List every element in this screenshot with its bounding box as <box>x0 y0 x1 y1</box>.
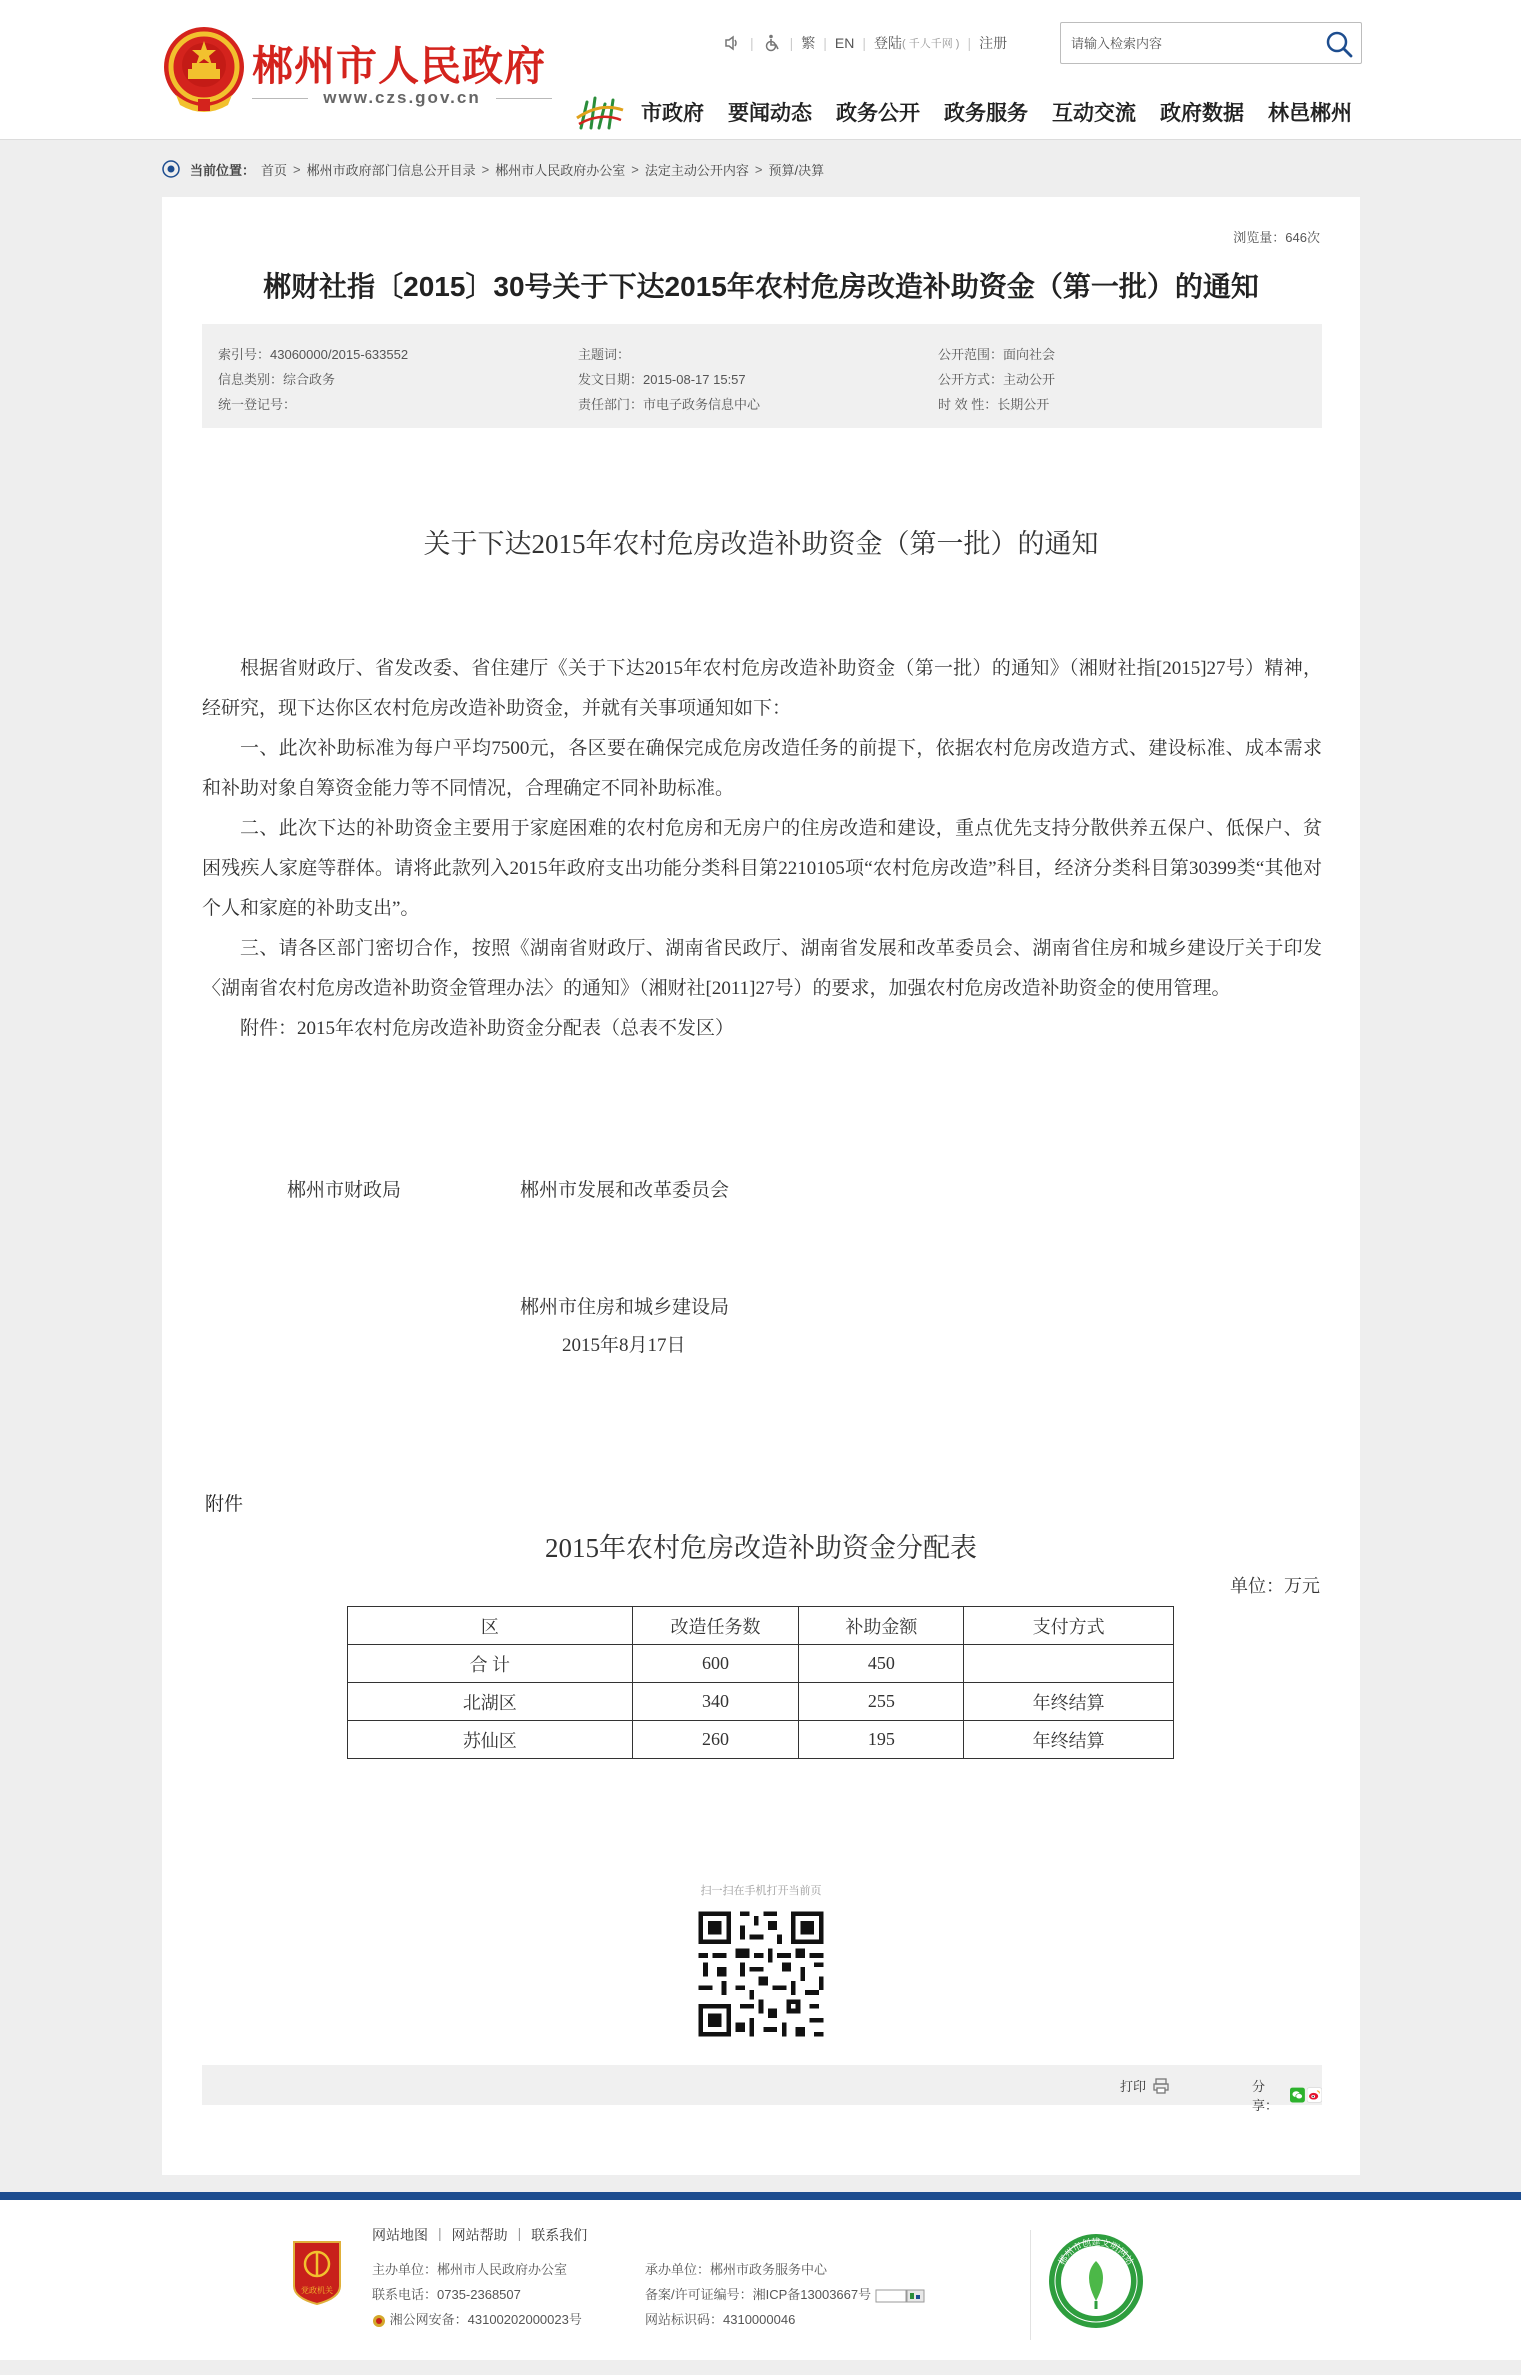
search-icon[interactable] <box>1325 30 1353 58</box>
table-title: 2015年农村危房改造补助资金分配表 <box>545 1533 977 1563</box>
register-link[interactable]: 注册 <box>979 35 1008 51</box>
allocation-table <box>347 1606 1174 1759</box>
print-label: 打印 <box>1120 2079 1147 2094</box>
nav-logo-icon <box>575 92 625 132</box>
metadata-panel <box>202 324 1322 428</box>
metadata-column-2 <box>578 342 760 417</box>
breadcrumb-budget[interactable]: 预算/决算 <box>768 162 825 178</box>
print-button[interactable] <box>1120 2076 1170 2095</box>
footer-link-sitemap[interactable]: 网站地图 <box>372 2227 428 2243</box>
table-cell: 年终结算 <box>964 1721 1174 1759</box>
footer-police-record-text: 湘公网安备：43100202000023号 <box>389 2312 582 2327</box>
table-cell: 600 <box>632 1645 799 1683</box>
cnzz-stats-icon[interactable] <box>875 2289 925 2303</box>
table-cell: 合 计 <box>348 1645 633 1683</box>
footer-accent-bar <box>0 2192 1521 2200</box>
footer-icp[interactable] <box>645 2282 925 2307</box>
breadcrumb-separator: > <box>293 161 301 177</box>
qr-code-icon <box>694 1907 828 2041</box>
view-count: 浏览量：646次 <box>1233 230 1320 245</box>
footer-icp-text: 备案/许可证编号：湘ICP备13003667号 <box>645 2287 872 2302</box>
meta-category: 信息类别：综合政务 <box>218 372 336 387</box>
table-header: 支付方式 <box>964 1607 1174 1645</box>
attachment-label: 附件 <box>205 1494 244 1515</box>
footer-links <box>372 2225 587 2245</box>
meta-scope: 公开范围：面向社会 <box>938 347 1056 362</box>
article-card <box>162 197 1360 2175</box>
breadcrumb-separator: > <box>481 161 490 177</box>
english-link[interactable]: EN <box>834 35 855 51</box>
table-header: 区 <box>348 1607 633 1645</box>
meta-department: 责任部门：市电子政务信息中心 <box>578 397 761 412</box>
breadcrumb <box>162 158 824 180</box>
footer-link-contact[interactable]: 联系我们 <box>531 2227 588 2243</box>
site-footer <box>0 2200 1521 2360</box>
weibo-icon[interactable] <box>1307 2086 1322 2104</box>
table-header-row <box>348 1607 1174 1645</box>
nav-item-city-government[interactable]: 市政府 <box>641 102 704 125</box>
search-box <box>1060 22 1362 64</box>
meta-index-no: 索引号：43060000/2015-633552 <box>218 347 409 362</box>
meta-keywords: 主题词： <box>578 347 631 362</box>
article-toolbar <box>202 2065 1322 2113</box>
notice-title: 关于下达2015年农村危房改造补助资金（第一批）的通知 <box>423 529 1099 559</box>
search-input[interactable] <box>1071 23 1311 63</box>
accessibility-toggle[interactable] <box>722 33 742 53</box>
table-row <box>348 1721 1174 1759</box>
site-logo[interactable] <box>162 25 562 120</box>
table-cell <box>964 1645 1174 1683</box>
nav-item-news[interactable]: 要闻动态 <box>728 102 812 125</box>
site-name: 郴州市人民政府 <box>252 43 546 89</box>
meta-issue-date: 发文日期：2015-08-17 15:57 <box>578 372 746 387</box>
nav-item-services[interactable]: 政务服务 <box>944 102 1028 125</box>
nav-item-government-affairs[interactable]: 政务公开 <box>836 102 920 125</box>
table-cell: 450 <box>799 1645 964 1683</box>
printer-icon <box>1152 2077 1170 2095</box>
table-row <box>348 1645 1174 1683</box>
footer-phone: 联系电话：0735-2368507 <box>372 2287 521 2302</box>
breadcrumb-statutory[interactable]: 法定主动公开内容 <box>644 162 749 178</box>
table-header: 补助金额 <box>799 1607 964 1645</box>
table-cell: 260 <box>632 1721 799 1759</box>
seal-text-path: 郴州市创建文明网站 <box>1057 2238 1135 2268</box>
notice-body <box>202 649 1322 1049</box>
footer-info-right <box>645 2257 925 2332</box>
share-bar <box>1252 2076 1322 2114</box>
breadcrumb-directory[interactable]: 郴州市政府部门信息公开目录 <box>306 162 476 178</box>
table-cell: 255 <box>799 1683 964 1721</box>
footer-link-help[interactable]: 网站帮助 <box>451 2227 508 2243</box>
table-cell: 195 <box>799 1721 964 1759</box>
civilized-website-seal-icon[interactable] <box>1046 2231 1146 2331</box>
site-header <box>0 0 1521 140</box>
site-url-row <box>252 88 552 108</box>
barrier-free-link[interactable] <box>762 33 782 53</box>
footer-organizer: 承办单位：郴州市政务服务中心 <box>645 2262 828 2277</box>
notice-paragraph: 二、此次下达的补助资金主要用于家庭困难的农村危房和无房户的住房改造和建设，重点优先支持分散供养五保户、低保户、贫困残疾人家庭等群体。请将此款列入2015年政府支出功能分类科目第2210105项“农村危房改造”科目，经济分类科目第30399类“其他对个人和家庭的补助支出”。 <box>202 818 1322 919</box>
signature-date: 2015年8月17日 <box>562 1335 686 1356</box>
share-label: 分享： <box>1252 2079 1279 2113</box>
footer-separator: | <box>438 2225 442 2241</box>
nav-item-government-data[interactable]: 政府数据 <box>1160 102 1244 125</box>
badge-text: 党政机关 <box>301 2286 333 2295</box>
notice-paragraph: 一、此次补助标准为每户平均7500元，各区要在确保完成危房改造任务的前提下，依据农村危房改造方式、建设标准、成本需求和补助对象自筹资金能力等不同情况，合理确定不同补助标准。 <box>202 738 1322 799</box>
nav-item-linyi-chenzhou[interactable]: 林邑郴州 <box>1268 102 1352 125</box>
nav-item-interaction[interactable]: 互动交流 <box>1052 102 1136 125</box>
party-government-badge-icon[interactable] <box>290 2238 344 2306</box>
breadcrumb-label: 当前位置： <box>190 162 256 178</box>
main-nav <box>575 92 1352 132</box>
metadata-column-1 <box>218 342 408 417</box>
table-unit: 单位：万元 <box>1230 1576 1320 1596</box>
location-icon <box>162 160 180 178</box>
footer-host: 主办单位：郴州市人民政府办公室 <box>372 2262 568 2277</box>
footer-site-code: 网站标识码：4310000046 <box>645 2312 796 2327</box>
breadcrumb-home[interactable]: 首页 <box>261 162 288 178</box>
breadcrumb-separator: > <box>631 161 639 177</box>
traditional-chinese-link[interactable]: 繁 <box>801 35 816 51</box>
table-cell: 苏仙区 <box>348 1721 633 1759</box>
table-header: 改造任务数 <box>632 1607 799 1645</box>
separator: | <box>862 35 867 51</box>
page-title: 郴财社指〔2015〕30号关于下达2015年农村危房改造补助资金（第一批）的通知 <box>263 271 1259 302</box>
login-note: ( 千人千网 ) <box>902 38 960 50</box>
speaker-icon <box>722 33 742 53</box>
wheelchair-icon <box>762 33 782 53</box>
signature-development-commission: 郴州市发展和改革委员会 <box>520 1180 730 1201</box>
signature-finance-bureau: 郴州市财政局 <box>287 1180 402 1201</box>
signature-housing-bureau: 郴州市住房和城乡建设局 <box>520 1297 730 1318</box>
separator: | <box>750 35 754 51</box>
table-cell: 年终结算 <box>964 1683 1174 1721</box>
separator: | <box>967 35 972 51</box>
notice-paragraph: 附件：2015年农村危房改造补助资金分配表（总表不发区） <box>240 1018 735 1039</box>
footer-separator: | <box>517 2225 522 2241</box>
meta-reg-no: 统一登记号： <box>218 397 297 412</box>
meta-validity: 时 效 性：长期公开 <box>938 397 1050 412</box>
site-url: www.czs.gov.cn <box>323 88 481 107</box>
notice-paragraph: 根据省财政厅、省发改委、省住建厅《关于下达2015年农村危房改造补助资金（第一批）的通知》（湘财社指[2015]27号）精神，经研究，现下达你区农村危房改造补助资金，并就有关事项通知如下： <box>202 658 1322 719</box>
breadcrumb-separator: > <box>754 161 763 177</box>
wechat-icon[interactable] <box>1290 2086 1305 2104</box>
separator: | <box>823 35 827 51</box>
divider-left <box>252 98 308 99</box>
table-cell: 340 <box>632 1683 799 1721</box>
login-label: 登陆 <box>874 35 903 51</box>
footer-divider <box>1030 2230 1031 2340</box>
police-badge-icon <box>372 2314 386 2328</box>
metadata-column-3 <box>938 342 1055 417</box>
footer-info-left <box>372 2257 582 2332</box>
table-row <box>348 1683 1174 1721</box>
meta-method: 公开方式：主动公开 <box>938 372 1056 387</box>
top-links <box>722 32 1007 54</box>
divider-right <box>496 98 552 99</box>
notice-paragraph: 三、请各区部门密切合作，按照《湖南省财政厅、湖南省民政厅、湖南省发展和改革委员会、湖南省住房和城乡建设厅关于印发〈湖南省农村危房改造补助资金管理办法〉的通知》（湘财社[2011]27号）的要求，加强农村危房改造补助资金的使用管理。 <box>202 938 1322 999</box>
national-emblem-icon <box>162 25 246 113</box>
table-cell: 北湖区 <box>348 1683 633 1721</box>
qr-caption: 扫一扫在手机打开当前页 <box>700 1885 822 1897</box>
separator: | <box>789 35 794 51</box>
login-link[interactable] <box>874 33 959 53</box>
footer-police-record[interactable] <box>372 2307 582 2332</box>
breadcrumb-office[interactable]: 郴州市人民政府办公室 <box>495 162 626 178</box>
